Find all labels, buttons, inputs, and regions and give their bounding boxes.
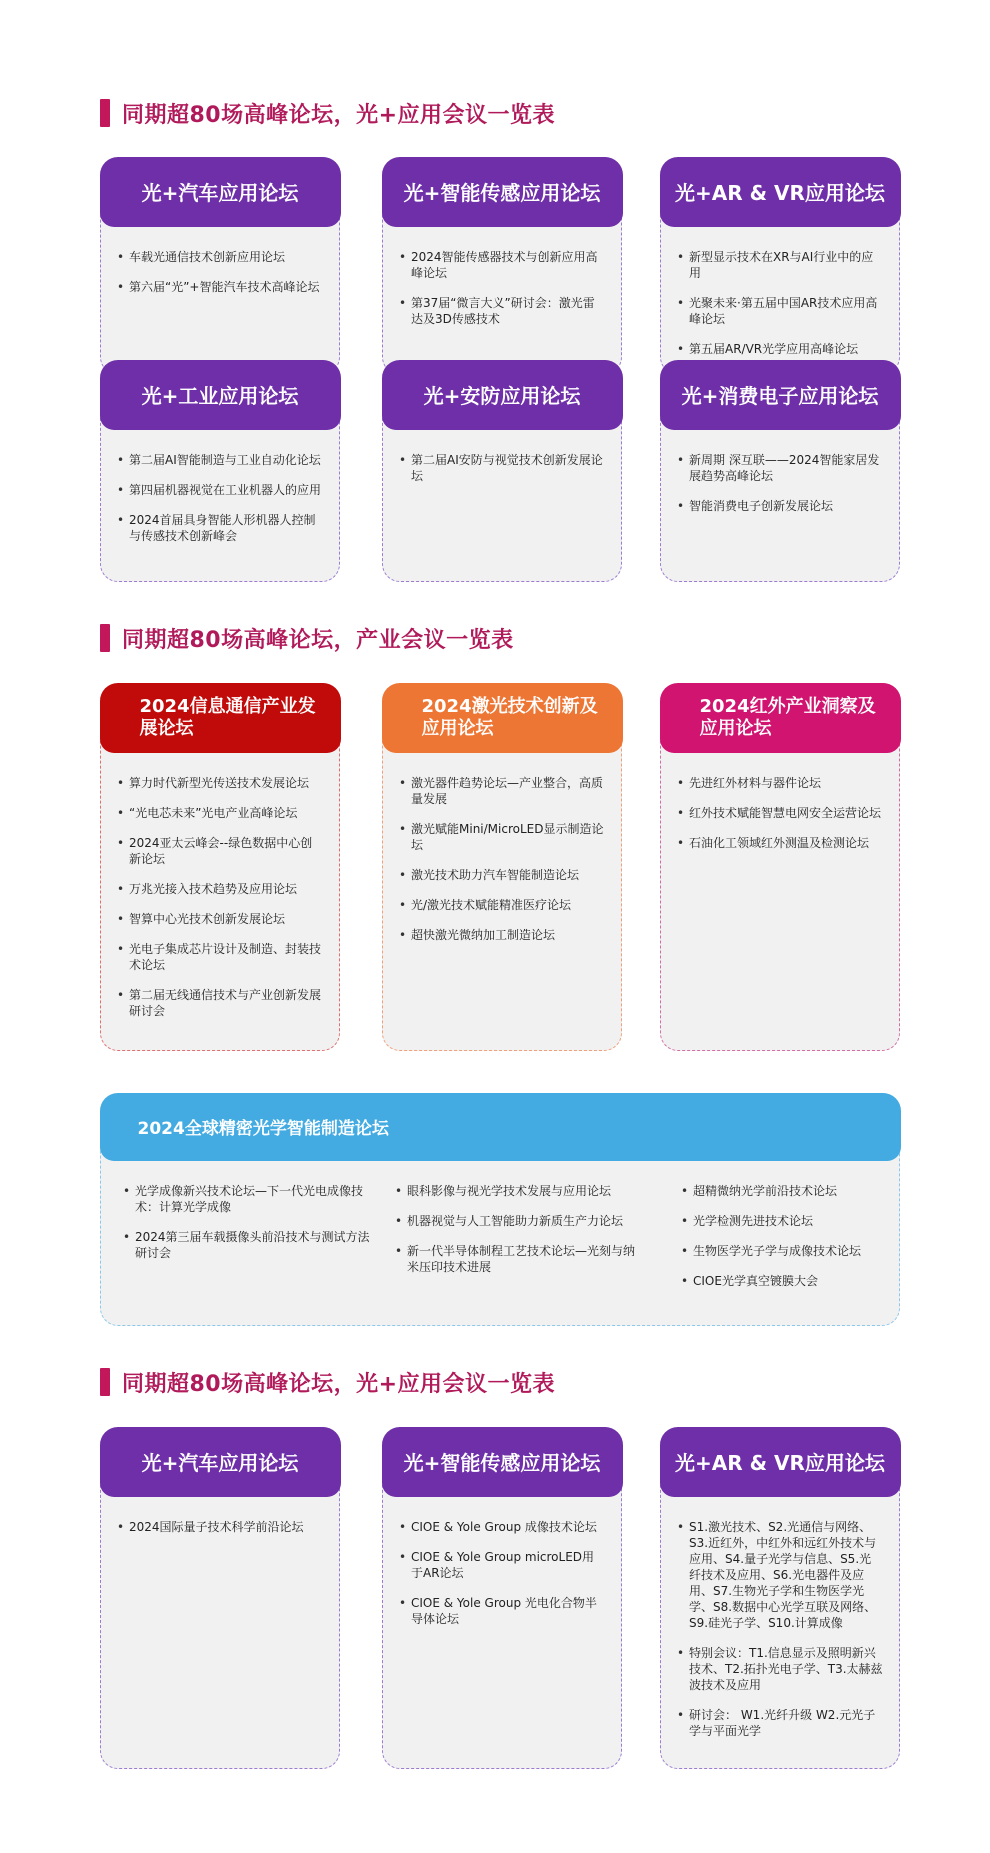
forum-list (383, 227, 621, 353)
list-item: • CIOE光学真空镀膜大会 (681, 1273, 885, 1289)
list-item: • 眼科影像与视光学技术发展与应用论坛 (395, 1183, 645, 1199)
list-item: • 第37届“微言大义”研讨会：激光雷达及3D传感技术 (399, 295, 605, 327)
forum-card-consumer (660, 360, 900, 582)
list-item: • 超快激光微纳加工制造论坛 (399, 927, 605, 943)
card-title: 光+智能传感应用论坛 (382, 157, 623, 227)
list-item: • 新一代半导体制程工艺技术论坛—光刻与纳米压印技术进展 (395, 1243, 645, 1275)
list-item: • CIOE & Yole Group 光电化合物半导体论坛 (399, 1595, 605, 1627)
list-item: • 第五届AR/VR光学应用高峰论坛 (677, 341, 883, 357)
card-title: 光+安防应用论坛 (382, 360, 623, 430)
list-item: • 特别会议：T1.信息显示及照明新兴技术、T2.拓扑光电子学、T3.太赫兹波技术及应用 (677, 1645, 883, 1693)
forum-list (681, 1183, 885, 1303)
forum-card-arvr (660, 157, 900, 375)
list-item: • 激光器件趋势论坛—产业整合，高质量发展 (399, 775, 605, 807)
list-item: • 2024亚太云峰会--绿色数据中心创新论坛 (117, 835, 323, 867)
list-item: • 智能消费电子创新发展论坛 (677, 498, 883, 514)
list-item: • 激光赋能Mini/MicroLED显示制造论坛 (399, 821, 605, 853)
forum-card-sensing-2 (382, 1427, 622, 1769)
list-item: • 算力时代新型光传送技术发展论坛 (117, 775, 323, 791)
list-item: • 新型显示技术在XR与AI行业中的应用 (677, 249, 883, 281)
list-item: • 2024第三届车载摄像头前沿技术与测试方法研讨会 (123, 1229, 373, 1261)
list-item: • S1.激光技术、S2.光通信与网络、S3.近红外，中红外和远红外技术与应用、S4.量子光学与信息、S5.光纤技术及应用、S6.光电器件及应用、S7.生物光子学和生物医学光学、S8.数据中心光学互联及网络、S9.硅光子学、S10.计算成像 (677, 1519, 883, 1631)
list-item: • 第二届AI智能制造与工业自动化论坛 (117, 452, 323, 468)
forum-list (383, 753, 621, 969)
list-item: • CIOE & Yole Group 成像技术论坛 (399, 1519, 605, 1535)
forum-list (101, 430, 339, 570)
forum-card-auto (100, 157, 340, 375)
forum-card-arvr-2 (660, 1427, 900, 1769)
list-item: • 万兆光接入技术趋势及应用论坛 (117, 881, 323, 897)
forum-list (101, 753, 339, 1045)
forum-card-sensing (382, 157, 622, 375)
list-item: • 光电子集成芯片设计及制造、封装技术论坛 (117, 941, 323, 973)
forum-card-industry (100, 360, 340, 582)
section-heading: 同期超80场高峰论坛，光+应用会议一览表 (122, 102, 556, 128)
card-title: 光+消费电子应用论坛 (660, 360, 901, 430)
list-item: • 新周期 深互联——2024智能家居发展趋势高峰论坛 (677, 452, 883, 484)
card-title: 2024红外产业洞察及应用论坛 (660, 683, 901, 753)
forum-card-auto-2 (100, 1427, 340, 1769)
forum-list (395, 1183, 645, 1303)
card-title: 2024全球精密光学智能制造论坛 (100, 1093, 901, 1161)
list-item: • 光学成像新兴技术论坛—下一代光电成像技术：计算光学成像 (123, 1183, 373, 1215)
list-item: • 机器视觉与人工智能助力新质生产力论坛 (395, 1213, 645, 1229)
forum-list (661, 430, 899, 540)
list-item: • 先进红外材料与器件论坛 (677, 775, 883, 791)
card-title: 光+汽车应用论坛 (100, 157, 341, 227)
list-item: • 第四届机器视觉在工业机器人的应用 (117, 482, 323, 498)
forum-list (383, 430, 621, 510)
list-item: • 光聚未来·第五届中国AR技术应用高峰论坛 (677, 295, 883, 327)
forum-card-precision-optics (100, 1093, 900, 1326)
forum-columns (101, 1161, 899, 1313)
section-heading: 同期超80场高峰论坛，光+应用会议一览表 (122, 1371, 556, 1397)
forum-list (661, 1497, 899, 1765)
forum-list (661, 753, 899, 877)
section-heading: 同期超80场高峰论坛，产业会议一览表 (122, 627, 514, 653)
list-item: • 光学检测先进技术论坛 (681, 1213, 885, 1229)
list-item: • 2024国际量子技术科学前沿论坛 (117, 1519, 323, 1535)
card-title: 光+AR & VR应用论坛 (660, 157, 901, 227)
list-item: • 第六届“光”+智能汽车技术高峰论坛 (117, 279, 323, 295)
list-item: • “光电芯未来”光电产业高峰论坛 (117, 805, 323, 821)
list-item: • 智算中心光技术创新发展论坛 (117, 911, 323, 927)
list-item: • 激光技术助力汽车智能制造论坛 (399, 867, 605, 883)
section-marker (100, 1368, 110, 1396)
card-title: 光+AR & VR应用论坛 (660, 1427, 901, 1497)
list-item: • 红外技术赋能智慧电网安全运营论坛 (677, 805, 883, 821)
list-item: • CIOE & Yole Group microLED用于AR论坛 (399, 1549, 605, 1581)
card-title: 光+智能传感应用论坛 (382, 1427, 623, 1497)
list-item: • 车载光通信技术创新应用论坛 (117, 249, 323, 265)
forum-list (123, 1183, 373, 1303)
list-item: • 石油化工领域红外测温及检测论坛 (677, 835, 883, 851)
section-title-1 (100, 98, 555, 128)
card-title: 2024信息通信产业发展论坛 (100, 683, 341, 753)
list-item: • 第二届AI安防与视觉技术创新发展论坛 (399, 452, 605, 484)
list-item: • 超精微纳光学前沿技术论坛 (681, 1183, 885, 1199)
list-item: • 2024智能传感器技术与创新应用高峰论坛 (399, 249, 605, 281)
section-title-2 (100, 623, 514, 653)
forum-card-infrared (660, 683, 900, 1051)
list-item: • 光/激光技术赋能精准医疗论坛 (399, 897, 605, 913)
card-title: 光+工业应用论坛 (100, 360, 341, 430)
section-marker (100, 99, 110, 127)
list-item: • 2024首届具身智能人形机器人控制与传感技术创新峰会 (117, 512, 323, 544)
forum-list (101, 227, 339, 321)
forum-card-security (382, 360, 622, 582)
list-item: • 生物医学光子学与成像技术论坛 (681, 1243, 885, 1259)
card-title: 光+汽车应用论坛 (100, 1427, 341, 1497)
section-marker (100, 624, 110, 652)
card-title: 2024激光技术创新及应用论坛 (382, 683, 623, 753)
forum-card-laser (382, 683, 622, 1051)
list-item: • 第二届无线通信技术与产业创新发展研讨会 (117, 987, 323, 1019)
forum-card-ict (100, 683, 340, 1051)
list-item: • 研讨会： W1.光纤升级 W2.元光子学与平面光学 (677, 1707, 883, 1739)
forum-list (101, 1497, 339, 1561)
forum-list (383, 1497, 621, 1653)
section-title-3 (100, 1367, 555, 1397)
